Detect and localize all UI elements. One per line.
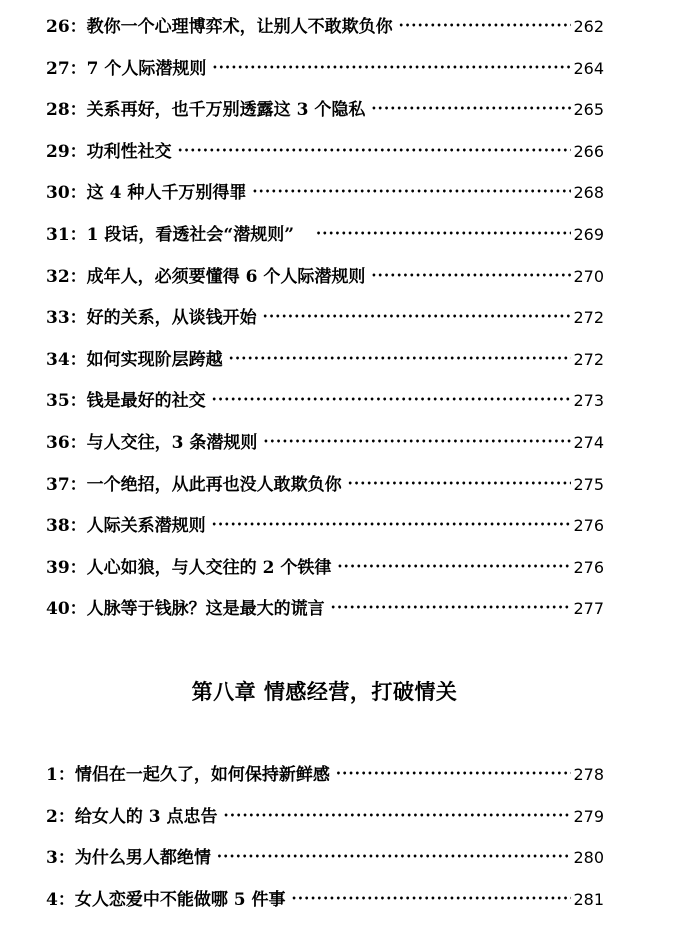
toc-entry-page: 262 [573,17,604,36]
toc-entry-number: 4： [46,889,75,910]
toc-entry-number: 33： [46,308,87,329]
toc-entry-number: 39： [46,557,87,578]
toc-entry [46,426,604,468]
toc-entry-number: 30： [46,183,87,204]
toc-entry [46,10,604,52]
toc-entry [46,135,604,177]
toc-entry-number: 37： [46,474,87,495]
toc-entry [46,176,604,218]
toc-entry-title: 与人交往，3 条潜规则 [86,432,258,453]
toc-leader-dots [348,468,572,504]
toc-entry-page: 272 [573,349,604,369]
toc-entry-page: 278 [573,765,604,784]
toc-leader-dots [263,301,572,337]
toc-entry [46,301,604,343]
toc-entry [46,93,604,135]
toc-entry-number: 40： [46,599,87,620]
toc-entry-title: 人脉等于钱脉？这是最大的谎言 [86,599,325,620]
toc-leader-dots [371,93,571,129]
toc-entry [46,592,604,634]
toc-leader-dots [212,52,571,88]
toc-leader-dots [292,883,572,919]
toc-entry-title: 为什么男人都绝情 [74,848,211,869]
toc-entry-page: 272 [573,308,604,328]
toc-entry-page: 273 [573,391,604,411]
toc-entry-page: 280 [573,848,604,868]
toc-entry-number: 36： [46,432,87,453]
toc-entry-page: 268 [573,183,604,203]
toc-leader-dots [178,135,572,171]
toc-entry-page: 264 [573,58,604,78]
toc-leader-dots [224,800,572,836]
toc-entry-page: 275 [573,474,604,494]
toc-entry-title: 钱是最好的社交 [86,391,206,412]
toc-entry-number: 31： [46,224,87,245]
toc-entry-title: 成年人，必须要懂得 6 个人际潜规则 [86,266,366,287]
toc-entry-title: 情侣在一起久了，如何保持新鲜感 [74,765,330,785]
toc-entry-title: 人际关系潜规则 [86,516,206,537]
toc-entry-number: 38： [46,516,87,537]
toc-entry-number: 34： [46,349,87,370]
toc-leader-dots [337,551,571,587]
toc-entry [46,509,604,551]
toc-entry-page: 279 [573,806,604,826]
toc-leader-dots [336,758,572,794]
toc-leader-dots [263,426,571,462]
toc-entry-number: 2： [46,806,75,827]
chapter-heading: 第八章 情感经营，打破情关 [191,680,458,704]
toc-entry-title: 教你一个心理博弈术，让别人不敢欺负你 [86,17,393,37]
toc-entry-page: 265 [573,100,604,120]
toc-entry-title: 7 个人际潜规则 [86,58,207,79]
toc-entry-page: 276 [573,516,604,536]
toc-entry-title: 功利性社交 [86,141,172,162]
toc-leader-dots [371,260,571,296]
toc-entry-number: 35： [46,391,87,412]
toc-entry-number: 28： [46,100,87,121]
toc-entry-number: 27： [46,58,87,79]
toc-entry [46,218,604,260]
toc-entry-page: 276 [573,557,604,577]
toc-leader-dots [316,218,571,254]
toc-entry-title: 1 段话，看透社会“潜规则” [86,224,294,245]
toc-leader-dots [217,841,572,877]
toc-entry [46,468,604,510]
toc-entry-title: 如何实现阶层跨越 [86,349,223,370]
toc-entry-title: 这 4 种人千万别得罪 [86,183,247,204]
toc-entry [46,883,604,925]
toc-entry [46,384,604,426]
toc-list-chapter-7 [46,10,604,634]
toc-entry-number: 3： [46,848,75,869]
toc-entry-page: 274 [573,432,604,452]
toc-leader-dots [399,10,572,46]
toc-entry-title: 好的关系，从谈钱开始 [86,308,257,329]
toc-entry [46,551,604,593]
toc-leader-dots [229,343,572,379]
toc-entry-title: 女人恋爱中不能做哪 5 件事 [74,889,286,910]
toc-entry [46,800,604,842]
toc-list-chapter-8 [46,758,604,924]
toc-entry-number: 1： [46,765,75,785]
toc-entry-title: 给女人的 3 点忠告 [74,806,218,827]
toc-entry [46,52,604,94]
toc-entry-title: 人心如狼，与人交往的 2 个铁律 [86,557,332,578]
toc-entry-title: 关系再好，也千万别透露这 3 个隐私 [86,100,366,121]
toc-leader-dots [331,592,572,628]
toc-entry-page: 266 [573,141,604,161]
toc-entry-page: 269 [573,224,604,244]
toc-leader-dots [212,384,572,420]
toc-entry-page: 281 [573,889,604,909]
toc-leader-dots [212,509,572,545]
toc-leader-dots [252,176,571,212]
toc-entry-number: 29： [46,141,87,162]
toc-entry [46,343,604,385]
toc-entry-number: 32： [46,266,87,287]
toc-entry-title: 一个绝招，从此再也没人敢欺负你 [86,474,342,495]
toc-entry-page: 270 [573,266,604,286]
toc-entry-page: 277 [573,599,604,619]
toc-entry [46,260,604,302]
toc-entry-number: 26： [46,17,87,37]
toc-entry [46,758,604,800]
toc-entry [46,841,604,883]
